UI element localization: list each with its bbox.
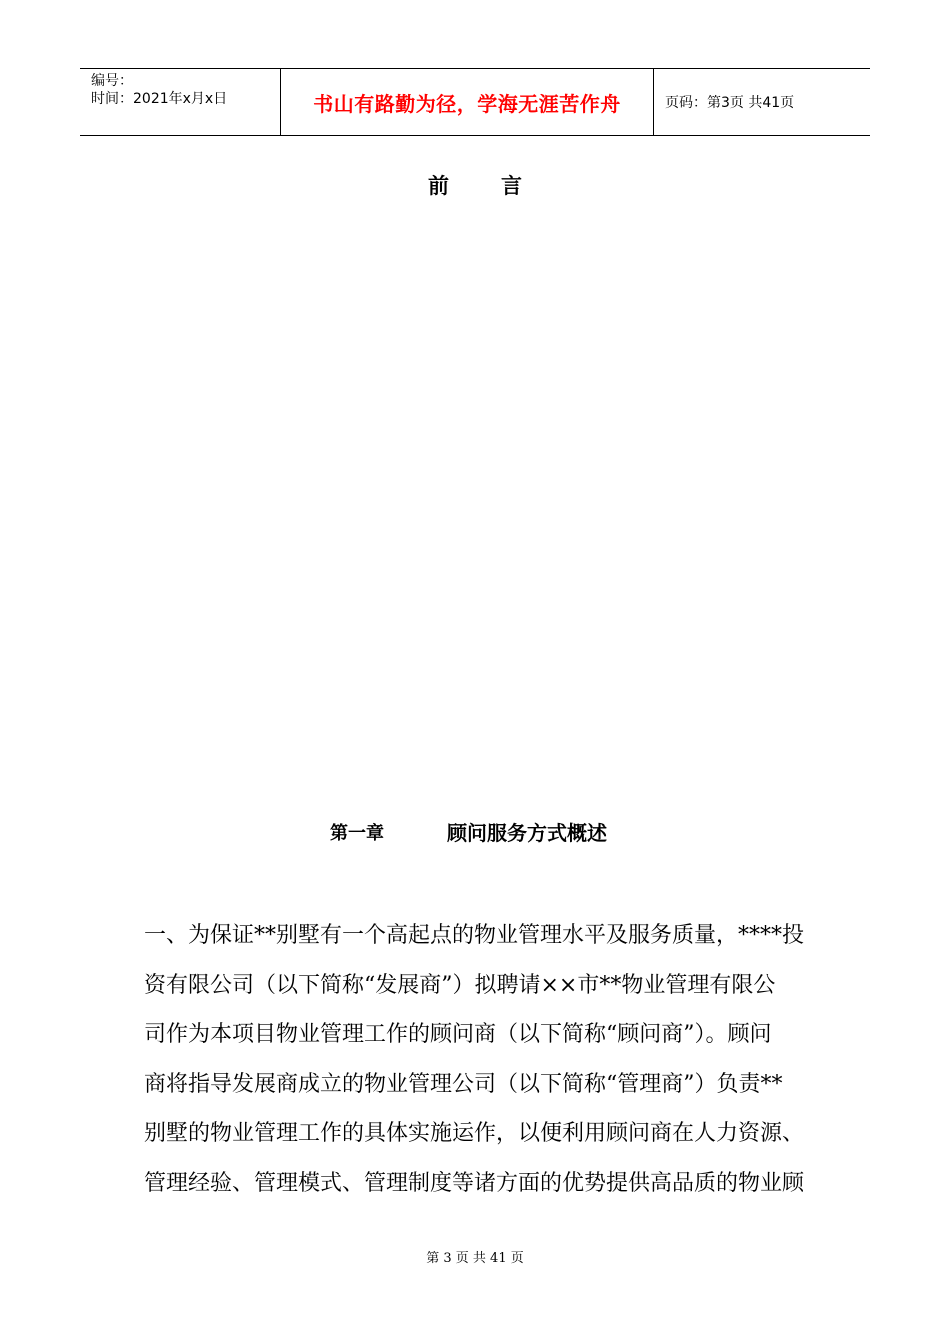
chapter-title: 顾问服务方式概述	[447, 821, 607, 845]
body-line: 司作为本项目物业管理工作的顾问商（以下简称“顾问商”）。顾问	[144, 1022, 772, 1047]
chapter-number: 第一章	[330, 823, 384, 844]
body-line: 商将指导发展商成立的物业管理公司（以下简称“管理商”）负责**	[144, 1071, 783, 1097]
time-label: 时间：2021年x月x日	[91, 91, 228, 107]
preface-title-char-2: 言	[501, 173, 522, 198]
body-line: 管理经验、管理模式、管理制度等诸方面的优势提供高品质的物业顾	[144, 1170, 805, 1196]
body-line: 一、为保证**别墅有一个高起点的物业管理水平及服务质量，****投	[144, 923, 805, 948]
header-page-info: 页码：第3页 共41页	[665, 95, 795, 111]
preface-title	[0, 170, 950, 200]
body-line: 资有限公司（以下简称“发展商”）拟聘请××市**物业管理有限公	[144, 972, 776, 998]
header-meta-cell	[80, 69, 281, 135]
header-motto: 书山有路勤为径，学海无涯苦作舟	[281, 69, 654, 135]
page-footer: 第 3 页 共 41 页	[426, 1251, 524, 1266]
body-line: 别墅的物业管理工作的具体实施运作，以便利用顾问商在人力资源、	[144, 1121, 805, 1146]
body-paragraph	[144, 911, 812, 1208]
document-header	[80, 68, 870, 136]
preface-title-char-1: 前	[428, 173, 449, 198]
number-label: 编号：	[91, 73, 133, 89]
